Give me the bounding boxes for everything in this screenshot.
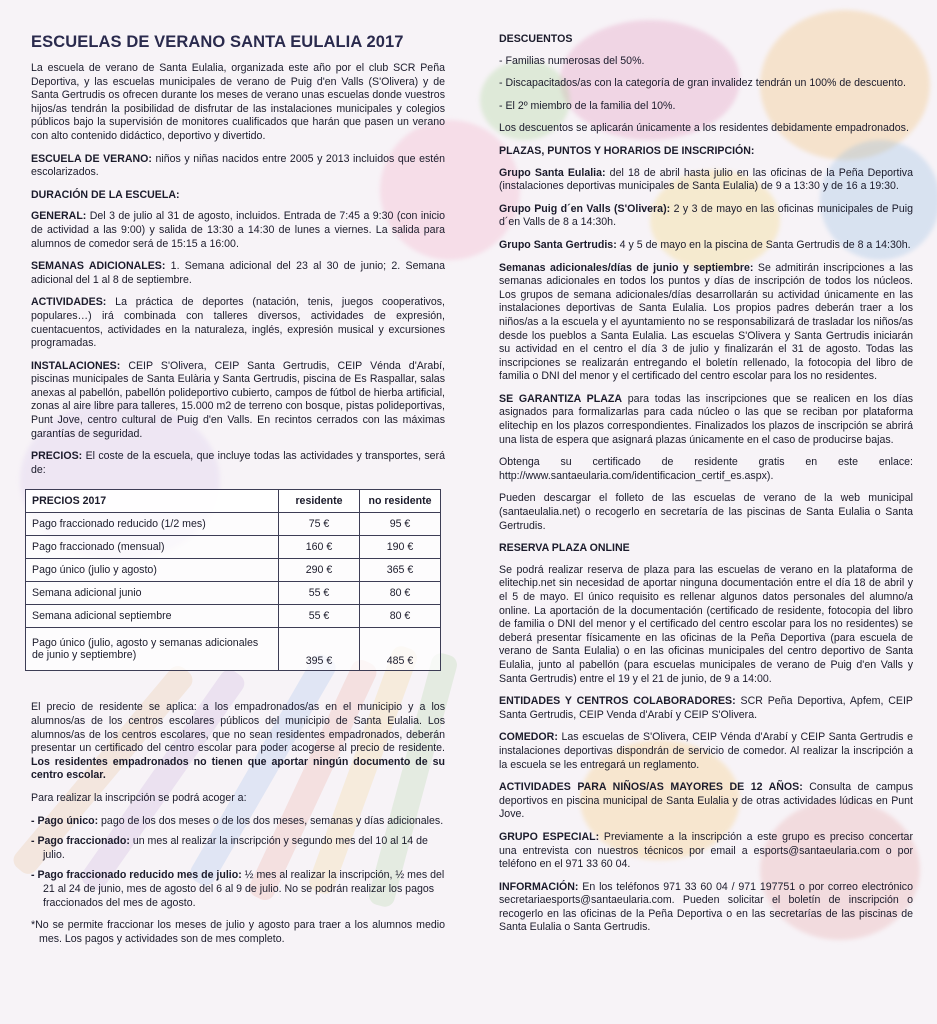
- garantiza-label: SE GARANTIZA PLAZA: [499, 392, 622, 405]
- escuela-text: niños y niñas nacidos entre 2005 y 2013 incluidos que estén escolarizados.: [31, 152, 446, 179]
- comedor-label: COMEDOR:: [499, 731, 558, 744]
- entidades-label: ENTIDADES Y CENTROS COLABORADORES:: [499, 695, 736, 708]
- actividades-text: La práctica de deportes (natación, tenis, juegos cooperativos, populares…) irá combinada con talleres diversos, actividades de expresión, cuentacuentos, actividades en la naturaleza, inglés, expresión musical y excursiones programadas.: [31, 296, 445, 350]
- general-paragraph: [31, 210, 445, 251]
- semanas-text: 1. Semana adicional del 23 al 30 de junio; 2. Semana adicional del 1 al 8 de septiembre.: [31, 260, 445, 286]
- instalaciones-paragraph: [31, 360, 445, 442]
- reserva-paragraph: Se podrá realizar reserva de plaza para las escuelas de verano en la plataforma de elitechip.net sin necesidad de aportar ninguna documentación entre el día 18 de abril y el 5 de mayo. El único requisito es rellenar algunos datos personales del alumno/a online. La aportación de la documentación (certificado de residente, fotocopia del libro de familia o DNI del menor y el certificado del centro escolar para los no residentes) se deberá presentar físicamente en las oficinas de la Peña Deportiva (para escuela de verano de Santa Eulalia) o en las oficinas municipales del centro deportivo de Santa Eulalia, junto al pabellón (para escuelas municipales de verano de Puig d'en Valls y Santa Gertrudis) entre el 19 y el 21 de junio, de 9 a 14:00.: [499, 563, 913, 685]
- residente-bold-text: Los residentes empadronados no tienen que aportar ningún documento de su centro escolar.: [31, 755, 445, 782]
- mayores-label: ACTIVIDADES PARA NIÑOS/AS MAYORES DE 12 AÑOS:: [499, 781, 803, 794]
- entidades-paragraph: [499, 695, 913, 722]
- escuela-label: ESCUELA DE VERANO:: [31, 152, 152, 165]
- table-cell: 75 €: [279, 513, 360, 536]
- footnote: *No se permite fraccionar los meses de julio y agosto para traer a los alumnos medio mes. Los pagos y actividades son de mes completo.: [31, 919, 445, 945]
- general-text: Del 3 de julio al 31 de agosto, incluidos. Entrada de 7:45 a 9:30 (con inicio de actividad a las 9:00) y salida de 13:30 a 14:30 de lunes a viernes. La salida para alumnos de comedor será de 15:15 a 16:00.: [31, 210, 445, 250]
- especial-label: GRUPO ESPECIAL:: [499, 830, 600, 843]
- table-cell: 290 €: [279, 559, 360, 582]
- table-row: [26, 559, 441, 582]
- general-label: GENERAL:: [31, 210, 87, 223]
- precios-text: El coste de la escuela, que incluye todas las actividades y transportes, será de:: [31, 450, 445, 476]
- grupo-eulalia-text: del 18 de abril hasta julio en las oficinas de la Peña Deportiva (instalaciones deportivas municipales de Santa Eulalia) de 9 a 13:30 y de 16 a 19:30.: [499, 166, 913, 193]
- table-cell: 190 €: [360, 536, 441, 559]
- page-title: ESCUELAS DE VERANO SANTA EULALIA 2017: [31, 33, 404, 51]
- inscripcion-intro: Para realizar la inscripción se podrá acoger a:: [31, 792, 247, 804]
- grupo-puig-paragraph: [499, 203, 913, 230]
- grupo-puig-text: 2 y 3 de mayo en las oficinas municipales de Puig d´en Valls de 8 a 14:30h.: [499, 202, 913, 229]
- residente-paragraph: [31, 701, 445, 783]
- precios-paragraph: [31, 450, 445, 477]
- grupo-puig-label: Grupo Puig d´en Valls (S'Olivera):: [499, 202, 671, 215]
- price-table-header: [26, 490, 441, 513]
- payment-options-list: [31, 815, 445, 911]
- table-row: [26, 605, 441, 628]
- table-cell: Pago único (julio, agosto y semanas adicionales de junio y septiembre): [26, 628, 279, 671]
- semanas-adicionales-paragraph: [499, 262, 913, 384]
- option-text: ½ mes al realizar la inscripción, ½ mes del 21 al 24 de junio, mes de agosto del 6 al 9 de julio. No se podrán realizar los pagos fraccionados del mes de agosto.: [43, 869, 445, 909]
- table-cell: 55 €: [279, 605, 360, 628]
- table-cell: Semana adicional junio: [26, 582, 279, 605]
- grupo-gertrudis-paragraph: [499, 239, 913, 253]
- table-cell: 95 €: [360, 513, 441, 536]
- table-row: [26, 513, 441, 536]
- instalaciones-label: INSTALACIONES:: [31, 359, 121, 372]
- table-cell: Pago fraccionado (mensual): [26, 536, 279, 559]
- descuento-item: - Familias numerosas del 50%.: [499, 54, 645, 67]
- table-row: [26, 536, 441, 559]
- option-text: un mes al realizar la inscripción y segundo mes del 10 al 14 de julio.: [43, 835, 428, 861]
- table-cell: 80 €: [360, 605, 441, 628]
- precios-label: PRECIOS:: [31, 450, 83, 463]
- semanas-label: SEMANAS ADICIONALES:: [31, 260, 166, 273]
- option-text: pago de los dos meses o de los dos meses, semanas y días adicionales.: [98, 814, 444, 827]
- table-cell: Pago fraccionado reducido (1/2 mes): [26, 513, 279, 536]
- table-cell: 395 €: [279, 628, 360, 671]
- list-item: [31, 869, 445, 910]
- table-cell: 365 €: [360, 559, 441, 582]
- table-cell: 160 €: [279, 536, 360, 559]
- grupo-gertrudis-label: Grupo Santa Gertrudis:: [499, 238, 617, 251]
- informacion-label: INFORMACIÓN:: [499, 880, 579, 893]
- option-label: - Pago fraccionado reducido mes de julio:: [31, 869, 242, 882]
- option-label: - Pago fraccionado:: [31, 835, 130, 848]
- grupo-eulalia-paragraph: [499, 167, 913, 194]
- left-column: [31, 33, 445, 955]
- table-header-cell: no residente: [360, 490, 441, 513]
- list-item: [31, 835, 445, 862]
- comedor-paragraph: [499, 731, 913, 772]
- table-cell: 80 €: [360, 582, 441, 605]
- comedor-text: Las escuelas de S'Olivera, CEIP Vénda d'Arabí y CEIP Santa Gertrudis e instalaciones deportivas dispondrán de servicio de comedor. Al realizar la inscripción a la escuela se les entregará un reglamento.: [499, 731, 913, 771]
- option-label: - Pago único:: [31, 814, 99, 827]
- duracion-heading: DURACIÓN DE LA ESCUELA:: [31, 188, 180, 201]
- table-header-cell: PRECIOS 2017: [26, 490, 279, 513]
- semanas-paragraph: [31, 260, 445, 287]
- reserva-heading: RESERVA PLAZA ONLINE: [499, 542, 630, 555]
- descuento-note: Los descuentos se aplicarán únicamente a los residentes debidamente empadronados.: [499, 122, 909, 135]
- list-item: [31, 815, 445, 829]
- semanas-adicionales-text: Se admitirán inscripciones a las semanas adicionales en todos los puntos y días de inscripción de todos los núcleos. Los grupos de semana adicionales/días desarrollarán su actividad únicamente en las instalaciones deportivas de Santa Eulalia. Los propios padres deberán traer a los niños/as a la escuela y el ayuntamiento no se responsabilizará de trasladar los niños/as desde los pueblos a Santa Eulalia. Las escuelas S'Olivera y Santa Gertrudis iniciarán su actividad en el centro el día 3 de julio y finalizarán el 31 de agosto. Todas las inscripciones se realizarán entregando el boletín rellenado, la fotocopia del libro de familia o DNI del menor y el certificado del centro escolar para los no residentes.: [499, 261, 913, 383]
- instalaciones-text: CEIP S'Olivera, CEIP Santa Gertrudis, CEIP Vénda d'Arabí, piscinas municipales de Santa Eulària y Santa Gertrudis, piscina de Es Raspallar, salas anexas al pabellón, pabellón polideportivo cubierto, campos de fútbol de hierba artificial, zonas al aire libre para talleres, 15.000 m2 de terreno con bosque, pistas polideportivas, Punt Jove, centro cultural de Puig d'en Valls. En recintos cerrados con las máximas garantías de seguridad.: [31, 359, 445, 440]
- table-cell: 485 €: [360, 628, 441, 671]
- table-cell: Semana adicional septiembre: [26, 605, 279, 628]
- semanas-adicionales-label: Semanas adicionales/días de junio y septiembre:: [499, 261, 754, 274]
- especial-text: Previamente a la inscripción a este grupo es preciso concertar una entrevista con nuestros técnicos por email a esports@santaeularia.com o por teléfono en el 971 33 60 04.: [499, 830, 913, 871]
- plazas-heading: PLAZAS, PUNTOS Y HORARIOS DE INSCRIPCIÓN:: [499, 144, 755, 157]
- intro-paragraph: La escuela de verano de Santa Eulalia, organizada este año por el club SCR Peña Deportiva, y las escuelas municipales de verano de Puig d'en Valls (S'Olivera) y de Santa Gertrudis os ofrecen durante los meses de verano unas escuelas donde vuestros hijos/as tendrán la posibilidad de disfrutar de las instalaciones municipales y colegios públicos bajo la supervisión de monitores cualificados que harán que pasen un verano con alto contenido didáctico, deportivo y divertido.: [31, 62, 445, 142]
- certificado-paragraph: Obtenga su certificado de residente gratis en este enlace: http://www.santaeularia.com/identificacion_certif_es.aspx).: [499, 456, 913, 482]
- table-row: [26, 582, 441, 605]
- especial-paragraph: [499, 831, 913, 872]
- table-cell: 55 €: [279, 582, 360, 605]
- table-header-cell: residente: [279, 490, 360, 513]
- folleto-paragraph: Pueden descargar el folleto de las escuelas de verano de la web municipal (santaeulalia.net) o recogerlo en secretaría de las piscinas de Santa Eulalia o Santa Gertrudis.: [499, 492, 913, 532]
- actividades-label: ACTIVIDADES:: [31, 296, 107, 309]
- mayores-paragraph: [499, 781, 913, 822]
- table-spacer: [31, 671, 445, 701]
- table-cell: Pago único (julio y agosto): [26, 559, 279, 582]
- informacion-paragraph: [499, 881, 913, 935]
- descuento-item: - Discapacitados/as con la categoría de gran invalidez tendrán un 100% de descuento.: [499, 77, 906, 90]
- right-column: [499, 33, 913, 944]
- descuento-item: - El 2º miembro de la familia del 10%.: [499, 99, 676, 112]
- garantiza-paragraph: [499, 393, 913, 447]
- garantiza-text: para todas las inscripciones que se realicen en los días asignados para formalizarlas para cada núcleo o las que se reciban por plataforma elitechip en los plazos correspondientes. Finalizados los plazos de inscripción se abrirá una lista de espera que asignará plazas únicamente en el caso de producirse bajas.: [499, 392, 914, 446]
- grupo-eulalia-label: Grupo Santa Eulalia:: [499, 166, 606, 179]
- actividades-paragraph: [31, 296, 445, 350]
- price-table: [25, 489, 441, 671]
- mayores-text: Consulta de campus deportivos en piscina municipal de Santa Eulalia y de otras actividades lúdicas en Punt Jove.: [499, 781, 913, 821]
- informacion-text: En los teléfonos 971 33 60 04 / 971 197751 o por correo electrónico secretariaesports@santaeularia.com. Pueden solicitar el boletín de inscripción o recogerlo en las oficinas de la Peña Deportiva o en las secretarías de las piscinas de Santa Eulalia o Santa Gertrudis.: [499, 880, 913, 934]
- grupo-gertrudis-text: 4 y 5 de mayo en la piscina de Santa Gertrudis de 8 a 14:30h.: [616, 238, 911, 251]
- residente-text: El precio de residente se aplica: a los empadronados/as en el municipio y a los alumnos/as de los centros escolares públicos del municipio de Santa Eulalia. Los alumnos/as de los centros escolares, que no sean residentes empadronados, deberán presentar un certificado del centro escolar para poder acogerse al precio de residente.: [31, 701, 445, 755]
- escuela-paragraph: [31, 153, 445, 180]
- table-row: [26, 628, 441, 671]
- descuentos-heading: DESCUENTOS: [499, 33, 573, 45]
- entidades-text: SCR Peña Deportiva, Apfem, CEIP Santa Gertrudis, CEIP Venda d'Arabí y CEIP S'Olivera.: [499, 695, 913, 721]
